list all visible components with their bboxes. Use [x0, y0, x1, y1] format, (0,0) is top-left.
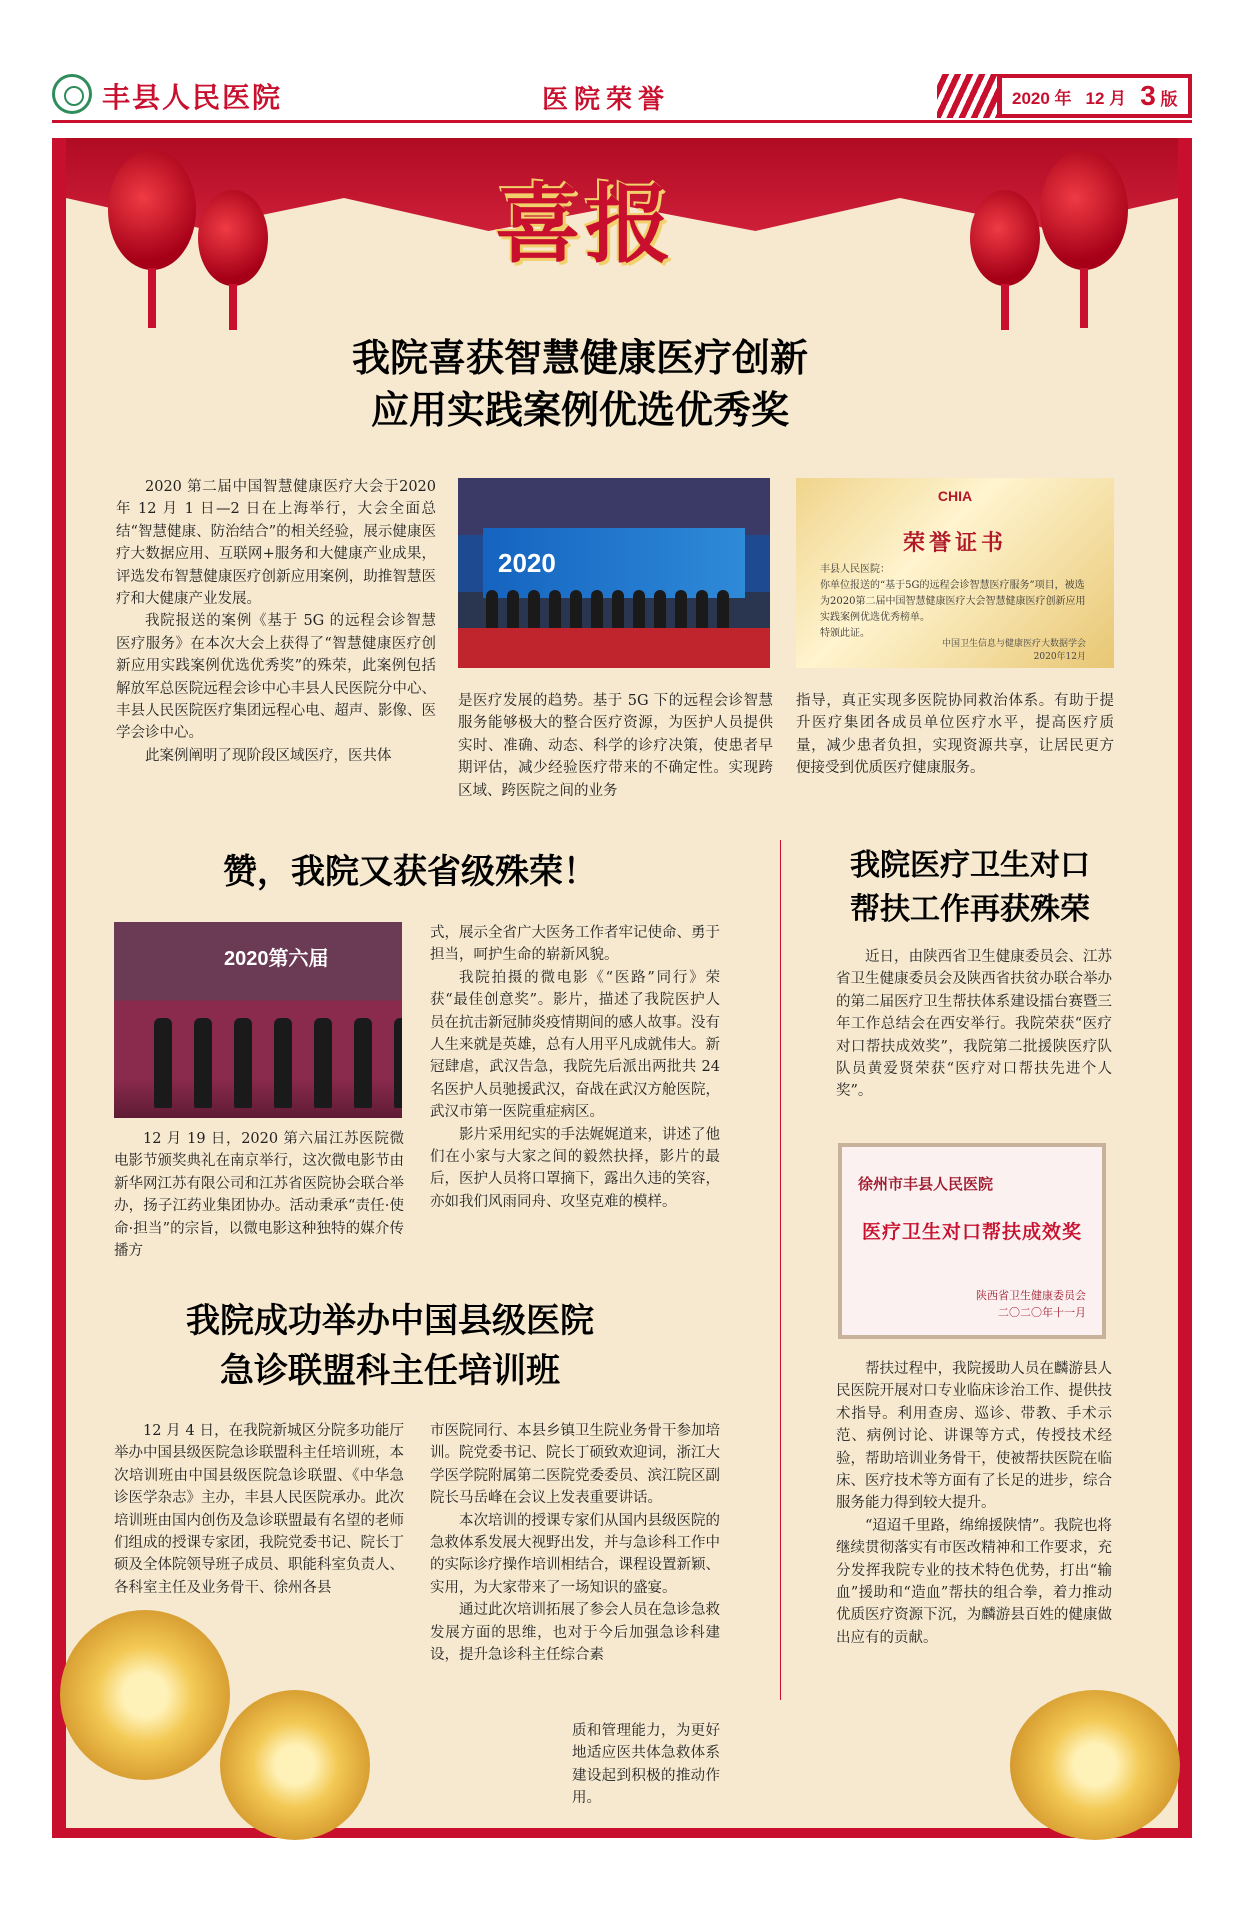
masthead — [52, 74, 1192, 120]
page-number: 3 — [1140, 80, 1156, 111]
plaque-heading: 徐州市丰县人民医院 — [858, 1175, 994, 1193]
lantern-right-small-icon — [970, 190, 1040, 286]
peony-left-icon — [60, 1610, 230, 1780]
hospital-name: 丰县人民医院 — [102, 81, 283, 114]
plaque-issuer: 陕西省卫生健康委员会 二〇二〇年十一月 — [976, 1289, 1086, 1319]
masthead-rule — [52, 120, 1192, 123]
cert-title: 荣誉证书 — [902, 530, 1007, 556]
article2-left: 12 月 19 日，2020 第六届江苏医院微电影节颁奖典礼在南京举行，这次微电影节由新华网江苏有限公司和江苏省医院协会联合举办，扬子江药业集团协办。活动秉承“责任·使命·担当”的宗旨，以微电影这种独特的媒介传播方 — [114, 1131, 404, 1260]
honor-certificate — [796, 478, 1114, 668]
peony-right-icon — [1010, 1690, 1180, 1840]
award-ceremony-photo — [114, 922, 402, 1118]
xibao-banner: 喜报 — [495, 175, 675, 275]
article2-right: 式，展示全省广大医务工作者牢记使命、勇于担当，呵护生命的崭新风貌。 我院拍摄的微电影《“医路”同行》荣获“最佳创意奖”。影片，描述了我院医护人员在抗击新冠肺炎疫情期间的感人故事。没有人生来就是英雄，总有人用平凡成就伟大。新冠肆虐，武汉告急，我院先后派出两批共 24 名医护人员驰援武汉，奋战在武汉方舱医院，武汉市第一医院重症病区。 影片采用纪实的手法娓娓道来，讲述了他们在小家与大家之间的毅然抉择，影片的最后，医护人员将口罩摘下，露出久违的笑容，亦如我们风雨同舟、攻坚克难的模样。 — [430, 925, 720, 1210]
peony-left2-icon — [220, 1690, 370, 1840]
article3-right: 市医院同行、本县乡镇卫生院业务骨干参加培训。院党委书记、院长丁硕致欢迎词，浙江大学医学院附属第二医院党委委员、滨江院区副院长马岳峰在会议上发表重要讲话。 本次培训的授课专家们从国内县级医院的急救体系发展大视野出发，并与急诊科工作中的实际诊疗操作培训相结合，课程设置新颖、实用，为大家带来了一场知识的盛宴。 通过此次培训拓展了参会人员在急诊急救发展方面的思维，也对于今后加强急诊科建设，提升急诊科主任综合素 — [430, 1423, 720, 1664]
lantern-left-icon — [108, 150, 196, 270]
conference-photo — [458, 478, 770, 668]
award-plaque — [838, 1143, 1106, 1339]
article3-title: 我院成功举办中国县级医院 急诊联盟科主任培训班 — [186, 1301, 594, 1391]
cert-signature: 中国卫生信息与健康医疗大数据学会 2020年12月 — [941, 639, 1086, 662]
article1-title: 我院喜获智慧健康医疗创新 应用实践案例优选优秀奖 — [351, 336, 808, 432]
article4-p2: 帮扶过程中，我院援助人员在麟游县人民医院开展对口专业临床诊治工作、提供技术指导。利用查房、巡诊、带教、手术示范、病例讨论、讲课等方式，传授技术经验，帮助培训业务骨干，使被帮扶医院在临床、医疗技术等方面有了长足的进步，综合服务能力得到较大提升。 “迢迢千里路，绵绵援陕情”。我院也将继续贯彻落实有市医改精神和工作要求，充分发挥我院专业的技术特色优势，打出“输血”援助和“造血”帮扶的组合拳，着力推动优质医疗资源下沉，为麟游县百姓的健康做出应有的贡献。 — [836, 1361, 1112, 1646]
article4-p1: 近日，由陕西省卫生健康委员会、江苏省卫生健康委员会及陕西省扶贫办联合举办的第二届医疗卫生帮扶体系建设擂台赛暨三年工作总结会在西安举行。我院荣获“医疗对口帮扶成效奖”，我院第二批援陕医疗队队员黄爱贤荣获“医疗对口帮扶先进个人奖”。 — [836, 949, 1112, 1100]
article3-tail: 质和管理能力，为更好地适应医共体急救体系建设起到积极的推动作用。 — [572, 1723, 720, 1807]
plaque-award-name: 医疗卫生对口帮扶成效奖 — [861, 1221, 1082, 1243]
hospital-logo-icon — [52, 74, 92, 114]
issue-date — [1002, 78, 1188, 114]
lantern-left-small-icon — [198, 190, 268, 286]
article1-col3: 指导，真正实现多医院协同救治体系。有助于提升医疗集团各成员单位医疗水平，提高医疗质量，减少患者负担，实现资源共享，让居民更方便接受到优质医疗健康服务。 — [796, 693, 1114, 777]
article1-col2: 是医疗发展的趋势。基于 5G 下的远程会诊智慧服务能够极大的整合医疗资源，为医护人员提供实时、准确、动态、科学的诊疗决策，使患者早期评估，减少经验医疗带来的不确定性。实现跨区域、跨医院之间的业务 — [458, 693, 773, 799]
stripe-decoration — [937, 74, 997, 118]
article3-left: 12 月 4 日，在我院新城区分院多功能厅举办中国县级医院急诊联盟科主任培训班，本次培训班由中国县级医院急诊联盟、《中华急诊医学杂志》主办，丰县人民医院承办。此次培训班由国内创伤及急诊联盟最有名望的老师们组成的授课专家团，我院党委书记、院长丁硕及全体院领导班子成员、职能科室负责人、各科室主任及业务骨干、徐州各县 — [114, 1423, 404, 1596]
cert-body: 丰县人民医院： 你单位报送的“基于5G的远程会诊智慧医疗服务”项目，被选为2020第二届中国智慧健康医疗大会智慧健康医疗创新应用实践案例优选优秀榜单。 特颁此证。 — [820, 564, 1086, 639]
conference-screen-text: 2020 — [498, 548, 556, 578]
article2-title: 赞，我院又获省级殊荣！ — [223, 852, 597, 892]
article1-col1: 2020 第二届中国智慧健康医疗大会于2020 年 12 月 1 日—2 日在上海举行，大会全面总结“智慧健康、防治结合”的相关经验，展示健康医疗大数据应用、互联网+服务和大健康产业成果，评选发布智慧健康医疗创新应用案例，助推智慧医疗和大健康产业发展。 我院报送的案例《基于 5G 的远程会诊智慧医疗服务》在本次大会上获得了“智慧健康医疗创新应用实践案例优选优秀奖”的殊荣，此案例包括解放军总医院远程会诊中心丰县人民医院分中心、丰县人民医院医疗集团远程心电、超声、影像、医学会诊中心。 此案例阐明了现阶段区域医疗，医共体 — [116, 479, 436, 764]
award-banner-text: 2020第六届 — [224, 948, 329, 970]
column-divider — [780, 840, 781, 1700]
page-suffix: 版 — [1160, 90, 1178, 109]
section-title: 医院荣誉 — [542, 85, 671, 115]
issue-month: 12 月 — [1085, 88, 1127, 108]
cert-logo: CHIA — [937, 488, 973, 504]
issue-year: 2020 年 — [1012, 88, 1072, 108]
article4-title: 我院医疗卫生对口 帮扶工作再获殊荣 — [850, 848, 1090, 927]
lantern-right-icon — [1040, 150, 1128, 270]
